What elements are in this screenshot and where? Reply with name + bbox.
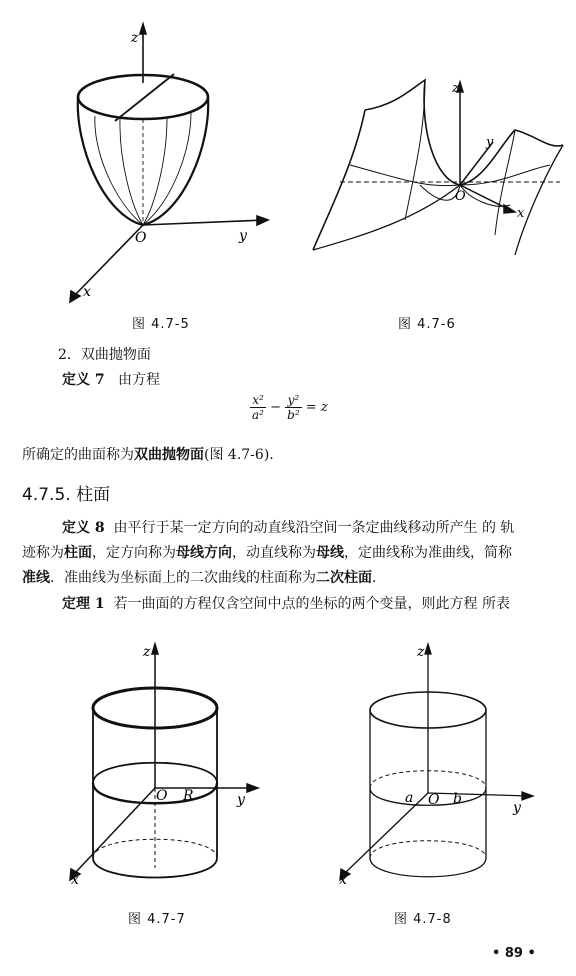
- definition-7-label: 定义 7: [62, 372, 105, 388]
- term-hyperbolic-paraboloid: 双曲抛物面: [134, 447, 204, 463]
- definition-8-line2: [22, 543, 512, 563]
- conclusion-post: (图 4.7-6).: [204, 447, 274, 463]
- figure-caption-4-7-8: 图 4.7-8: [394, 912, 452, 927]
- definition-7-text: 由方程: [117, 372, 160, 388]
- figure-caption-4-7-7: 图 4.7-7: [128, 912, 186, 927]
- semi-axis-a-label: a: [405, 790, 414, 806]
- term-directrix: 准线: [22, 570, 50, 586]
- theorem-1-text: 若一曲面的方程仅含空间中点的坐标的两个变量，则此方程 所表: [113, 596, 510, 612]
- def8-l2-c: ，动直线称为: [232, 545, 316, 561]
- eq-term2-num: y²: [285, 393, 302, 408]
- axis-label-x: x: [71, 872, 79, 888]
- figure-4-7-8: [325, 628, 555, 898]
- def8-l2-d: ，定曲线称为准曲线，简称: [344, 545, 512, 561]
- def8-l3-b: .: [372, 570, 377, 586]
- axis-label-x: x: [83, 284, 91, 300]
- axis-label-x: x: [339, 872, 347, 888]
- definition-7: [62, 370, 160, 390]
- axis-label-y: y: [237, 792, 245, 808]
- origin-label: O: [428, 792, 440, 808]
- def8-l2-b: ，定方向称为: [92, 545, 176, 561]
- axis-label-y: y: [486, 135, 494, 150]
- theorem-1-label: 定理 1: [62, 596, 105, 612]
- axis-label-y: y: [513, 800, 521, 816]
- axis-label-z: z: [417, 644, 425, 660]
- definition-8-label: 定义 8: [62, 520, 105, 536]
- def8-l3-a: ．准曲线为坐标面上的二次曲线的柱面称为: [50, 570, 316, 586]
- origin-label: O: [135, 230, 147, 246]
- figure-caption-4-7-5: 图 4.7-5: [132, 317, 190, 332]
- definition-8-line1: [62, 518, 514, 538]
- eq-minus: −: [270, 400, 282, 415]
- subsection-title: 2．双曲抛物面: [58, 347, 151, 363]
- axis-label-x: x: [517, 206, 525, 221]
- axis-label-z: z: [143, 644, 151, 660]
- figure-4-7-6: [305, 70, 570, 260]
- semi-axis-b-label: b: [453, 791, 462, 807]
- conclusion-pre: 所确定的曲面称为: [22, 447, 134, 463]
- theorem-1: [62, 594, 510, 614]
- figure-4-7-5: [55, 20, 285, 310]
- axis-label-z: z: [452, 81, 459, 96]
- figure-4-7-7: [55, 628, 285, 898]
- eq-term2-den: b²: [287, 408, 300, 422]
- axis-label-y: y: [239, 228, 247, 244]
- page-number: • 89 •: [492, 946, 536, 961]
- section-heading: 4.7.5. 柱面: [22, 485, 111, 505]
- definition-8-text1: 由平行于某一定方向的动直线沿空间一条定曲线移动所产生 的 轨: [113, 520, 515, 536]
- term-generatrix-direction: 母线方向: [176, 545, 232, 561]
- eq-term1-num: x²: [250, 393, 266, 408]
- definition-8-line3: [22, 568, 376, 588]
- eq-term1-den: a²: [252, 408, 264, 422]
- def8-l2-a: 迹称为: [22, 545, 64, 561]
- figure-caption-4-7-6: 图 4.7-6: [398, 317, 456, 332]
- definition-7-conclusion: [22, 445, 274, 465]
- axis-label-z: z: [131, 30, 139, 46]
- equation-hyperbolic-paraboloid: [250, 393, 328, 422]
- radius-label: R: [183, 788, 194, 804]
- eq-rhs: = z: [305, 400, 328, 415]
- term-cylinder: 柱面: [64, 545, 92, 561]
- term-quadric-cylinder: 二次柱面: [316, 570, 372, 586]
- origin-label: O: [156, 788, 168, 804]
- origin-label: O: [455, 189, 466, 204]
- term-generatrix: 母线: [316, 545, 344, 561]
